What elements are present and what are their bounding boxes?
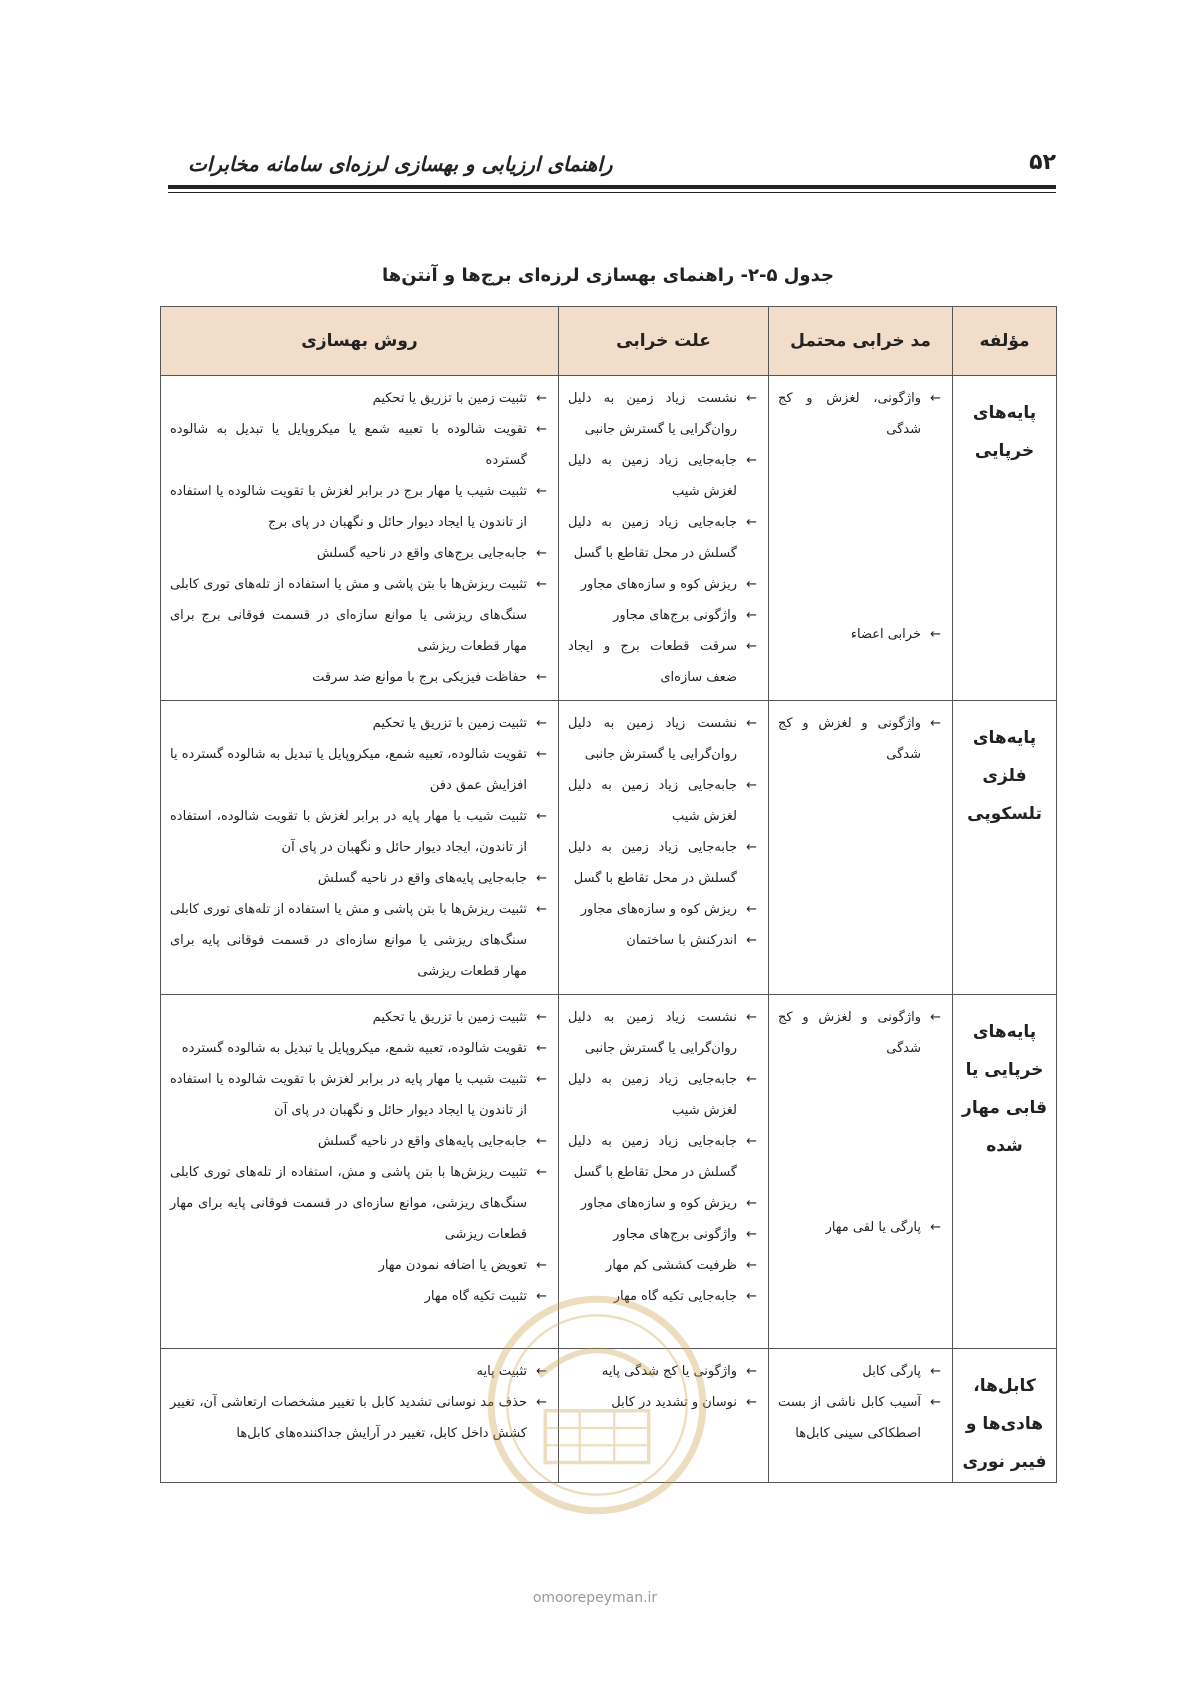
arrow-icon: ← <box>930 1010 941 1025</box>
failure-mode-item <box>778 1002 941 1064</box>
arrow-icon: ← <box>536 871 547 886</box>
arrow-icon: ← <box>536 391 547 406</box>
failure-cause-item <box>568 1281 757 1312</box>
retrofit-method-text: تثبیت زمین با تزریق یا تحکیم <box>372 391 527 406</box>
page-number: ۵۲ <box>1029 150 1056 175</box>
failure-cause-item <box>568 770 757 832</box>
failure-mode-item <box>778 619 941 650</box>
arrow-icon: ← <box>746 639 757 654</box>
component-line: قابی مهار <box>962 1098 1047 1118</box>
table-row <box>161 701 1057 995</box>
failure-cause-text: ریزش کوه و سازه‌های مجاور <box>580 902 737 917</box>
arrow-icon: ← <box>930 1220 941 1235</box>
arrow-icon: ← <box>746 840 757 855</box>
arrow-icon: ← <box>930 1364 941 1379</box>
arrow-icon: ← <box>536 1258 547 1273</box>
retrofit-method-item <box>170 1157 547 1250</box>
retrofit-method-text: تثبیت شیب یا مهار برج در برابر لغزش با تقویت شالوده یا استفاده از تاندون یا ایجاد دیوار حائل و نگهبان در پای برج <box>170 484 527 530</box>
table-row <box>161 1349 1057 1483</box>
retrofit-method-list <box>162 1350 557 1455</box>
arrow-icon: ← <box>536 716 547 731</box>
failure-cause-item <box>568 1126 757 1188</box>
retrofit-method-text: تثبیت ریزش‌ها با بتن پاشی و مش یا استفاده از تله‌های توری کابلی سنگ‌های ریزشی یا موانع سازه‌ای در قسمت فوقانی برج برای مهار قطعات ریزشی <box>170 577 527 654</box>
failure-cause-text: ظرفیت کششی کم مهار <box>605 1258 737 1273</box>
failure-mode-cell <box>769 376 953 701</box>
failure-cause-item <box>568 894 757 925</box>
arrow-icon: ← <box>536 1289 547 1304</box>
retrofit-method-text: تثبیت ریزش‌ها با بتن پاشی و مش، استفاده از تله‌های توری کابلی سنگ‌های ریزشی، موانع سازه‌ای در قسمت فوقانی پایه برای مهار قطعات ریزشی <box>170 1165 527 1242</box>
retrofit-method-text: تعویض یا اضافه نمودن مهار <box>378 1258 527 1273</box>
arrow-icon: ← <box>746 778 757 793</box>
component-cell <box>953 995 1057 1349</box>
failure-cause-item <box>568 1250 757 1281</box>
failure-cause-text: جابه‌جایی زیاد زمین به دلیل لغزش شیب <box>568 778 737 824</box>
failure-cause-text: جابه‌جایی زیاد زمین به دلیل گسلش در محل تقاطع با گسل <box>568 515 737 561</box>
header-failure-mode: مد خرابی محتمل <box>769 307 953 376</box>
failure-mode-item <box>778 708 941 770</box>
retrofit-method-text: جابه‌جایی برج‌های واقع در ناحیه گسلش <box>316 546 527 561</box>
retrofit-method-item <box>170 476 547 538</box>
arrow-icon: ← <box>536 1165 547 1180</box>
retrofit-method-item <box>170 538 547 569</box>
failure-mode-text: آسیب کابل ناشی از بست اصطکاکی سینی کابل‌ها <box>778 1395 921 1441</box>
failure-cause-item <box>568 383 757 445</box>
failure-cause-item <box>568 832 757 894</box>
failure-cause-text: نشست زیاد زمین به دلیل روان‌گرایی یا گسترش جانبی <box>568 391 737 437</box>
failure-cause-cell <box>559 376 769 701</box>
retrofit-method-cell <box>161 701 559 995</box>
header-component: مؤلفه <box>953 307 1057 376</box>
header-rule-thick <box>168 185 1056 189</box>
mode-spacer <box>778 445 941 619</box>
failure-cause-item <box>568 445 757 507</box>
failure-cause-cell <box>559 701 769 995</box>
failure-cause-text: جابه‌جایی تکیه گاه مهار <box>613 1289 737 1304</box>
failure-cause-item <box>568 708 757 770</box>
retrofit-method-cell <box>161 1349 559 1483</box>
failure-cause-cell <box>559 1349 769 1483</box>
failure-cause-item <box>568 507 757 569</box>
retrofit-method-list <box>162 702 557 993</box>
failure-cause-item <box>568 1219 757 1250</box>
failure-cause-text: ریزش کوه و سازه‌های مجاور <box>580 577 737 592</box>
failure-cause-text: واژگونی برج‌های مجاور <box>613 608 737 623</box>
retrofit-method-cell <box>161 376 559 701</box>
retrofit-method-item <box>170 1002 547 1033</box>
header-rule-thin <box>168 192 1056 193</box>
component-cell <box>953 701 1057 995</box>
failure-mode-item <box>778 1356 941 1387</box>
retrofit-method-item <box>170 383 547 414</box>
retrofit-method-text: تقویت شالوده با تعبیه شمع یا میکروپایل یا تبدیل به شالوده گسترده <box>170 422 527 468</box>
component-line: فلزی <box>982 766 1027 786</box>
header-failure-cause: علت خرابی <box>559 307 769 376</box>
arrow-icon: ← <box>536 1134 547 1149</box>
component-line: پایه‌های <box>972 1022 1037 1042</box>
component-cell <box>953 376 1057 701</box>
retrofit-method-text: تثبیت ریزش‌ها با بتن پاشی و مش یا استفاده از تله‌های توری کابلی سنگ‌های ریزشی یا موانع سازه‌ای در قسمت فوقانی پایه برای مهار قطعات ریزشی <box>170 902 527 979</box>
retrofit-method-item <box>170 1281 547 1312</box>
arrow-icon: ← <box>536 1041 547 1056</box>
retrofit-method-item <box>170 1387 547 1449</box>
arrow-icon: ← <box>746 716 757 731</box>
retrofit-method-text: تثبیت پایه <box>476 1364 527 1379</box>
retrofit-table <box>160 306 1057 1483</box>
table-caption: جدول ۵-۲- راهنمای بهسازی لرزه‌ای برج‌ها و آنتن‌ها <box>382 265 834 286</box>
retrofit-method-item <box>170 1126 547 1157</box>
arrow-icon: ← <box>930 716 941 731</box>
retrofit-method-text: تثبیت شیب یا مهار پایه در برابر لغزش با تقویت شالوده، استفاده از تاندون، ایجاد دیوار حائل و نگهبان در پای آن <box>170 809 527 855</box>
retrofit-method-item <box>170 414 547 476</box>
failure-cause-list <box>560 702 767 962</box>
failure-cause-text: نشست زیاد زمین به دلیل روان‌گرایی یا گسترش جانبی <box>568 1010 737 1056</box>
arrow-icon: ← <box>536 1364 547 1379</box>
failure-mode-item <box>778 1387 941 1449</box>
failure-mode-list <box>770 377 951 656</box>
table-body <box>161 376 1057 1483</box>
arrow-icon: ← <box>930 1395 941 1410</box>
arrow-icon: ← <box>536 809 547 824</box>
retrofit-method-cell <box>161 995 559 1349</box>
retrofit-method-item <box>170 1064 547 1126</box>
arrow-icon: ← <box>536 670 547 685</box>
failure-cause-text: جابه‌جایی زیاد زمین به دلیل لغزش شیب <box>568 453 737 499</box>
arrow-icon: ← <box>536 902 547 917</box>
arrow-icon: ← <box>746 1010 757 1025</box>
failure-cause-item <box>568 1064 757 1126</box>
failure-cause-text: جابه‌جایی زیاد زمین به دلیل گسلش در محل تقاطع با گسل <box>568 1134 737 1180</box>
failure-cause-text: ریزش کوه و سازه‌های مجاور <box>580 1196 737 1211</box>
arrow-icon: ← <box>536 747 547 762</box>
failure-cause-list <box>560 377 767 699</box>
arrow-icon: ← <box>930 391 941 406</box>
failure-cause-item <box>568 925 757 956</box>
failure-cause-item <box>568 631 757 693</box>
component-line: تلسکوپی <box>967 804 1042 824</box>
failure-cause-text: واژگونی یا کج شدگی پایه <box>601 1364 737 1379</box>
arrow-icon: ← <box>536 1010 547 1025</box>
retrofit-method-item <box>170 894 547 987</box>
retrofit-method-text: جابه‌جایی پایه‌های واقع در ناحیه گسلش <box>317 871 527 886</box>
retrofit-method-text: تقویت شالوده، تعبیه شمع، میکروپایل یا تبدیل به شالوده گسترده <box>181 1041 527 1056</box>
failure-cause-text: نوسان و تشدید در کابل <box>611 1395 737 1410</box>
component-line: هادی‌ها و <box>965 1414 1044 1434</box>
table-header-row <box>161 307 1057 376</box>
failure-cause-item <box>568 569 757 600</box>
arrow-icon: ← <box>746 933 757 948</box>
retrofit-method-text: تثبیت شیب یا مهار پایه در برابر لغزش با تقویت شالوده یا استفاده از تاندون یا ایجاد دیوار حائل و نگهبان در پای آن <box>170 1072 527 1118</box>
arrow-icon: ← <box>746 1258 757 1273</box>
failure-cause-list <box>560 1350 767 1424</box>
retrofit-method-list <box>162 377 557 699</box>
retrofit-method-item <box>170 863 547 894</box>
header-retrofit-method: روش بهسازی <box>161 307 559 376</box>
arrow-icon: ← <box>746 1395 757 1410</box>
failure-cause-item <box>568 1002 757 1064</box>
component-line: شده <box>986 1136 1023 1156</box>
arrow-icon: ← <box>746 1196 757 1211</box>
arrow-icon: ← <box>746 1134 757 1149</box>
failure-mode-text: خرابی اعضاء <box>850 627 921 642</box>
component-line: خرپایی یا <box>965 1060 1044 1080</box>
retrofit-method-text: تثبیت تکیه گاه مهار <box>424 1289 527 1304</box>
failure-cause-list <box>560 996 767 1318</box>
retrofit-method-text: حذف مد نوسانی تشدید کابل با تغییر مشخصات ارتعاشی آن، تغییر کشش داخل کابل، تغییر در آرایش جداکننده‌های کابل‌ها <box>170 1395 527 1441</box>
retrofit-method-text: جابه‌جایی پایه‌های واقع در ناحیه گسلش <box>317 1134 527 1149</box>
arrow-icon: ← <box>930 627 941 642</box>
failure-mode-text: واژگونی و لغزش و کج شدگی <box>778 1010 921 1056</box>
retrofit-method-item <box>170 801 547 863</box>
failure-mode-text: پارگی یا لقی مهار <box>825 1220 921 1235</box>
failure-mode-text: واژگونی، لغزش و کج شدگی <box>778 391 921 437</box>
failure-mode-item <box>778 383 941 445</box>
retrofit-method-item <box>170 662 547 693</box>
arrow-icon: ← <box>746 902 757 917</box>
failure-cause-item <box>568 1387 757 1418</box>
failure-cause-text: جابه‌جایی زیاد زمین به دلیل گسلش در محل تقاطع با گسل <box>568 840 737 886</box>
component-line: خرپایی <box>974 441 1035 461</box>
arrow-icon: ← <box>746 1289 757 1304</box>
retrofit-method-text: تثبیت زمین با تزریق یا تحکیم <box>372 1010 527 1025</box>
arrow-icon: ← <box>536 1395 547 1410</box>
retrofit-method-item <box>170 1250 547 1281</box>
page-header <box>168 140 1056 200</box>
failure-mode-list <box>770 996 951 1249</box>
failure-mode-text: واژگونی و لغزش و کج شدگی <box>778 716 921 762</box>
failure-cause-text: جابه‌جایی زیاد زمین به دلیل لغزش شیب <box>568 1072 737 1118</box>
failure-cause-text: واژگونی برج‌های مجاور <box>613 1227 737 1242</box>
retrofit-method-list <box>162 996 557 1318</box>
retrofit-method-item <box>170 708 547 739</box>
arrow-icon: ← <box>536 546 547 561</box>
failure-mode-cell <box>769 1349 953 1483</box>
failure-mode-list <box>770 702 951 776</box>
failure-mode-cell <box>769 701 953 995</box>
arrow-icon: ← <box>746 608 757 623</box>
retrofit-method-item <box>170 1033 547 1064</box>
book-title: راهنمای ارزیابی و بهسازی لرزه‌ای سامانه مخابرات <box>188 152 613 176</box>
arrow-icon: ← <box>536 577 547 592</box>
component-line: کابل‌ها، <box>973 1376 1036 1396</box>
retrofit-method-item <box>170 1356 547 1387</box>
arrow-icon: ← <box>746 1364 757 1379</box>
failure-cause-item <box>568 1356 757 1387</box>
component-line: پایه‌های <box>972 403 1037 423</box>
arrow-icon: ← <box>536 422 547 437</box>
arrow-icon: ← <box>536 484 547 499</box>
arrow-icon: ← <box>746 515 757 530</box>
arrow-icon: ← <box>746 577 757 592</box>
component-line: پایه‌های <box>972 728 1037 748</box>
failure-cause-item <box>568 600 757 631</box>
arrow-icon: ← <box>746 1072 757 1087</box>
arrow-icon: ← <box>746 453 757 468</box>
failure-mode-text: پارگی کابل <box>862 1364 921 1379</box>
watermark-site-text: omoorepeyman.ir <box>532 1590 658 1606</box>
table-row <box>161 995 1057 1349</box>
retrofit-method-item <box>170 739 547 801</box>
failure-mode-cell <box>769 995 953 1349</box>
arrow-icon: ← <box>746 1227 757 1242</box>
retrofit-method-text: تقویت شالوده، تعبیه شمع، میکروپایل یا تبدیل به شالوده گسترده یا افزایش عمق دفن <box>170 747 527 793</box>
failure-cause-item <box>568 1188 757 1219</box>
component-line: فیبر نوری <box>962 1452 1047 1472</box>
retrofit-method-text: حفاظت فیزیکی برج با موانع ضد سرقت <box>312 670 527 685</box>
retrofit-method-text: تثبیت زمین با تزریق یا تحکیم <box>372 716 527 731</box>
table-row <box>161 376 1057 701</box>
arrow-icon: ← <box>746 391 757 406</box>
retrofit-method-item <box>170 569 547 662</box>
component-cell <box>953 1349 1057 1483</box>
failure-cause-text: نشست زیاد زمین به دلیل روان‌گرایی یا گسترش جانبی <box>568 716 737 762</box>
failure-mode-list <box>770 1350 951 1455</box>
mode-spacer <box>778 1064 941 1212</box>
failure-cause-cell <box>559 995 769 1349</box>
failure-cause-text: سرقت قطعات برج و ایجاد ضعف سازه‌ای <box>568 639 737 685</box>
failure-mode-item <box>778 1212 941 1243</box>
arrow-icon: ← <box>536 1072 547 1087</box>
failure-cause-text: اندرکنش با ساختمان <box>626 933 737 948</box>
